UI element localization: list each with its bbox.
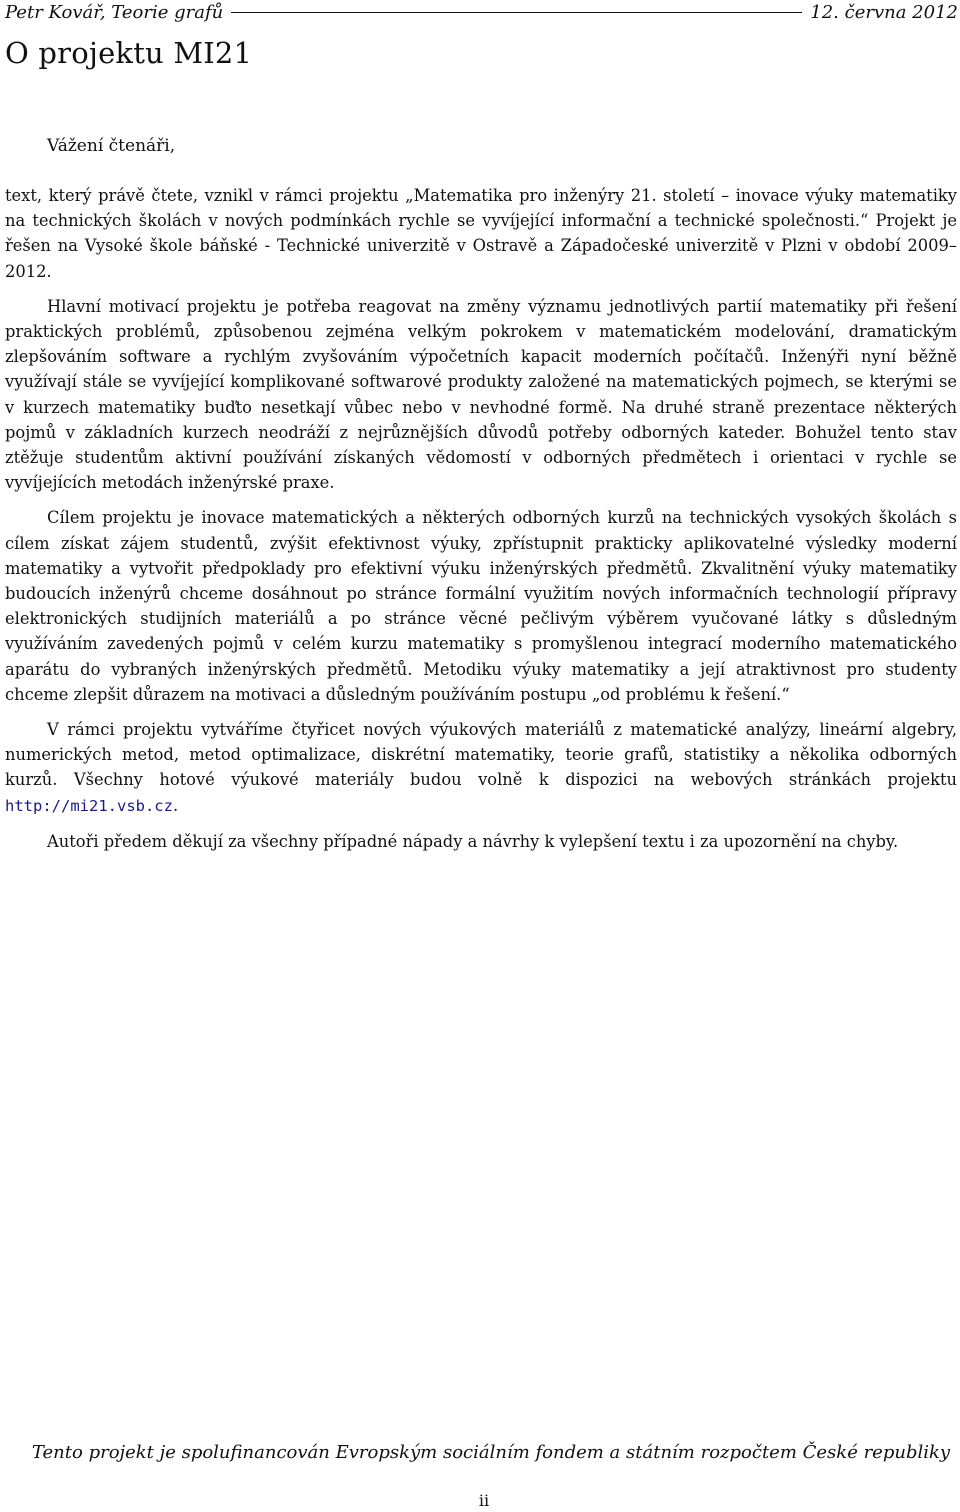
paragraph-motivation: Hlavní motivací projektu je potřeba reagovat na změny významu jednotlivých partií matematiky při řešení praktických problémů, způsobenou zejména velkým pokrokem v matematickém modelování, dramatickým zlepšováním software a rychlým zvyšováním výpočetních kapacit moderních počítačů. Inženýři nyní běžně využívají stále se vyvíjející komplikované softwarové produkty založené na matematických pojmech, se kterými se v kurzech matematiky buďto nesetkají vůbec nebo v nevhodné formě. Na druhé straně prezentace některých pojmů v základních kurzech neodráží z nejrůznějších důvodů potřeby odborných kateder. Bohužel tento stav ztěžuje studentům aktivní používání získaných vědomostí v odborných předmětech i orientaci v rychle se vyvíjejících metodách inženýrské praxe. bbox=[5, 296, 957, 493]
greeting: Vážení čtenáři, bbox=[47, 136, 176, 156]
header-rule bbox=[231, 12, 802, 13]
funding-note: Tento projekt je spolufinancován Evropským sociálním fondem a státním rozpočtem České republiky bbox=[31, 1442, 951, 1463]
paragraph-thanks: Autoři předem děkují za všechny případné nápady a návrhy k vylepšení textu i za upozornění na chyby. bbox=[47, 831, 899, 851]
page-number: ii bbox=[478, 1491, 490, 1510]
page-title: O projektu MI21 bbox=[5, 36, 253, 70]
project-url-link[interactable]: http://mi21.vsb.cz bbox=[5, 796, 173, 815]
header-author-title: Petr Kovář, Teorie grafů bbox=[5, 1, 224, 23]
body-text bbox=[5, 183, 957, 854]
running-header bbox=[5, 0, 958, 24]
paragraph-materials-text: V rámci projektu vytváříme čtyřicet nových výukových materiálů z matematické analýzy, lineární algebry, numerických metod, metod optimalizace, diskrétní matematiky, teorie grafů, statistiky a několika odborných kurzů. Všechny hotové výukové materiály budou volně k dispozici na webových stránkách projektu bbox=[5, 720, 957, 790]
paragraph-goal: Cílem projektu je inovace matematických a některých odborných kurzů na technických vysokých školách s cílem získat zájem studentů, zvýšit efektivnost výuky, zpřístupnit prakticky aplikovatelné výsledky moderní matematiky a vytvořit předpoklady pro efektivní výuku inženýrských předmětů. Zkvalitnění výuky matematiky budoucích inženýrů chceme dosáhnout po stránce formální využitím nových informačních technologií přípravy elektronických studijních materiálů a po stránce věcné pečlivým výběrem vyučované látky s důsledným využíváním zavedených pojmů v celém kurzu matematiky s promyšlenou integrací moderního matematického aparátu do vybraných inženýrských předmětů. Metodiku výuky matematiky a její atraktivnost pro studenty chceme zlepšit důrazem na motivaci a důsledným používáním postupu „od problému k řešení.“ bbox=[5, 508, 957, 704]
paragraph-intro: text, který právě čtete, vznikl v rámci projektu „Matematika pro inženýry 21. století – inovace výuky matematiky na technických školách v nových podmínkách rychle se vyvíjející informační a technické společnosti.“ Projekt je řešen na Vysoké škole báňské - Technické univerzitě v Ostravě a Západočeské univerzitě v Plzni v období 2009–2012. bbox=[5, 186, 957, 281]
url-period: . bbox=[172, 795, 179, 815]
header-date: 12. června 2012 bbox=[810, 1, 958, 23]
paragraph-materials bbox=[5, 717, 957, 819]
